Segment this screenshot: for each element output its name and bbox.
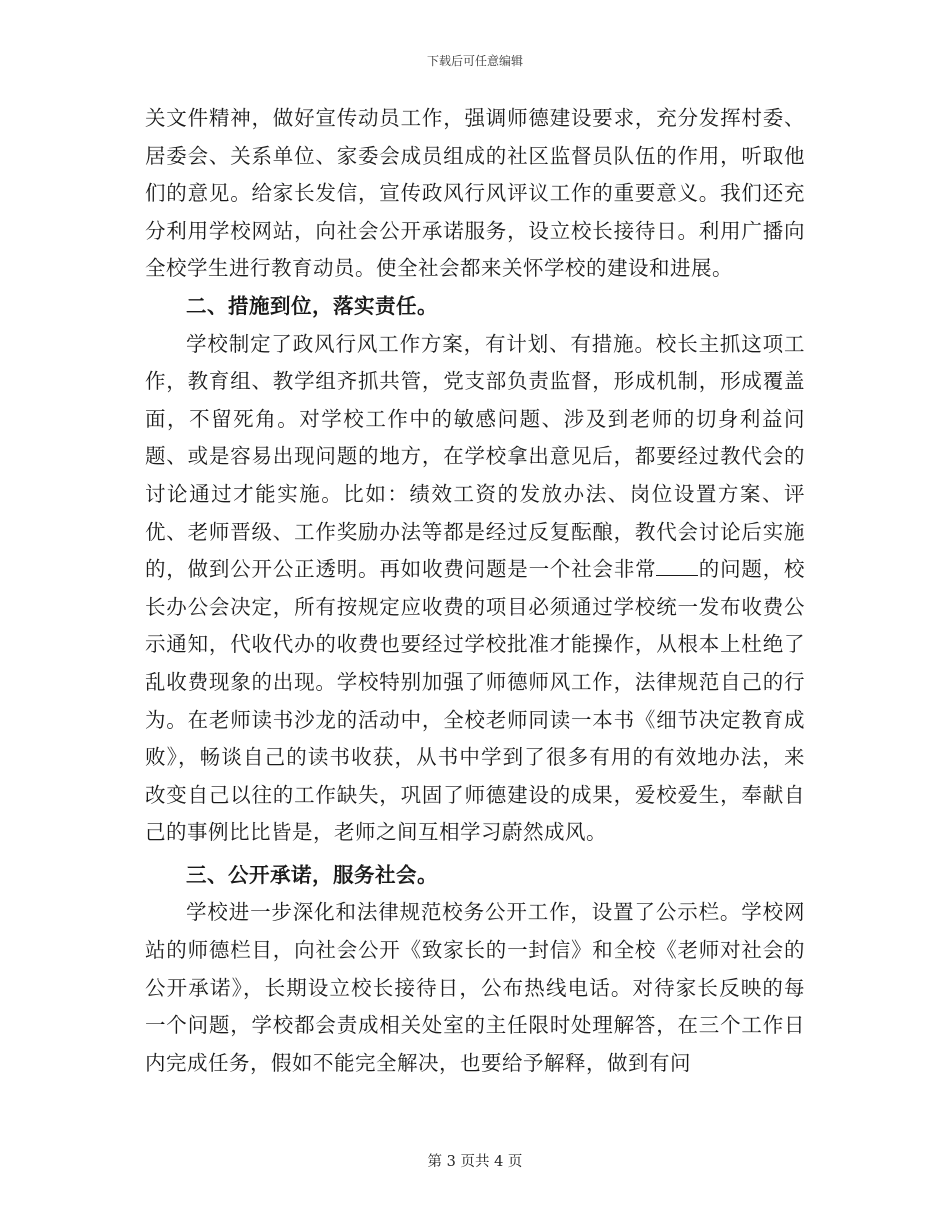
paragraph-1: 关文件精神，做好宣传动员工作，强调师德建设要求，充分发挥村委、居委会、关系单位、家委会成员组成的社区监督员队伍的作用，听取他们的意见。给家长发信，宣传政风行风评议工作的重要意义。我们还充分利用学校网站，向社会公开承诺服务，设立校长接待日。利用广播向全校学生进行教育动员。使全社会都来关怀学校的建设和进展。: [145, 106, 805, 281]
paragraph-2-part-b: 的问题，校长办公会决定，所有按规定应收费的项目必须通过学校统一发布收费公示通知，代收代办的收费也要经过学校批准才能操作，从根本上杜绝了乱收费现象的出现。学校特别加强了师德师风工作，法律规范自己的行为。在老师读书沙龙的活动中，全校老师同读一本书《细节决定教育成败》，畅谈自己的读书收获，从书中学到了很多有用的有效地办法，来改变自己以往的工作缺失，巩固了师德建设的成果，爱校爱生，奉献自己的事例比比皆是，老师之间互相学习蔚然成风。: [145, 557, 806, 845]
section-heading-3: 三、公开承诺，服务社会。: [186, 862, 438, 887]
fill-blank: [656, 557, 698, 576]
page-header: 下载后可任意编辑: [426, 54, 523, 68]
paragraph-3: 学校进一步深化和法律规范校务公开工作，设置了公示栏。学校网站的师德栏目，向社会公开《致家长的一封信》和全校《老师对社会的公开承诺》，长期设立校长接待日，公布热线电话。对待家长反映的每一个问题，学校都会责成相关处室的主任限时处理解答，在三个工作日内完成任务，假如不能完全解决，也要给予解释，做到有问: [145, 900, 805, 1075]
page-footer: 第 3 页共 4 页: [427, 1154, 523, 1170]
paragraph-2-part-a: 学校制定了政风行风工作方案，有计划、有措施。校长主抓这项工作，教育组、教学组齐抓共管，党支部负责监督，形成机制，形成覆盖面，不留死角。对学校工作中的敏感问题、涉及到老师的切身利益问题、或是容易出现问题的地方，在学校拿出意见后，都要经过教代会的讨论通过才能实施。比如：绩效工资的发放办法、岗位设置方案、评优、老师晋级、工作奖励办法等都是经过反复酝酿，教代会讨论后实施的，做到公开公正透明。再如收费问题是一个社会非常: [145, 331, 805, 582]
section-heading-2: 二、措施到位，落实责任。: [186, 293, 438, 318]
paragraph-2: [145, 326, 805, 852]
document-body: [145, 100, 805, 1082]
